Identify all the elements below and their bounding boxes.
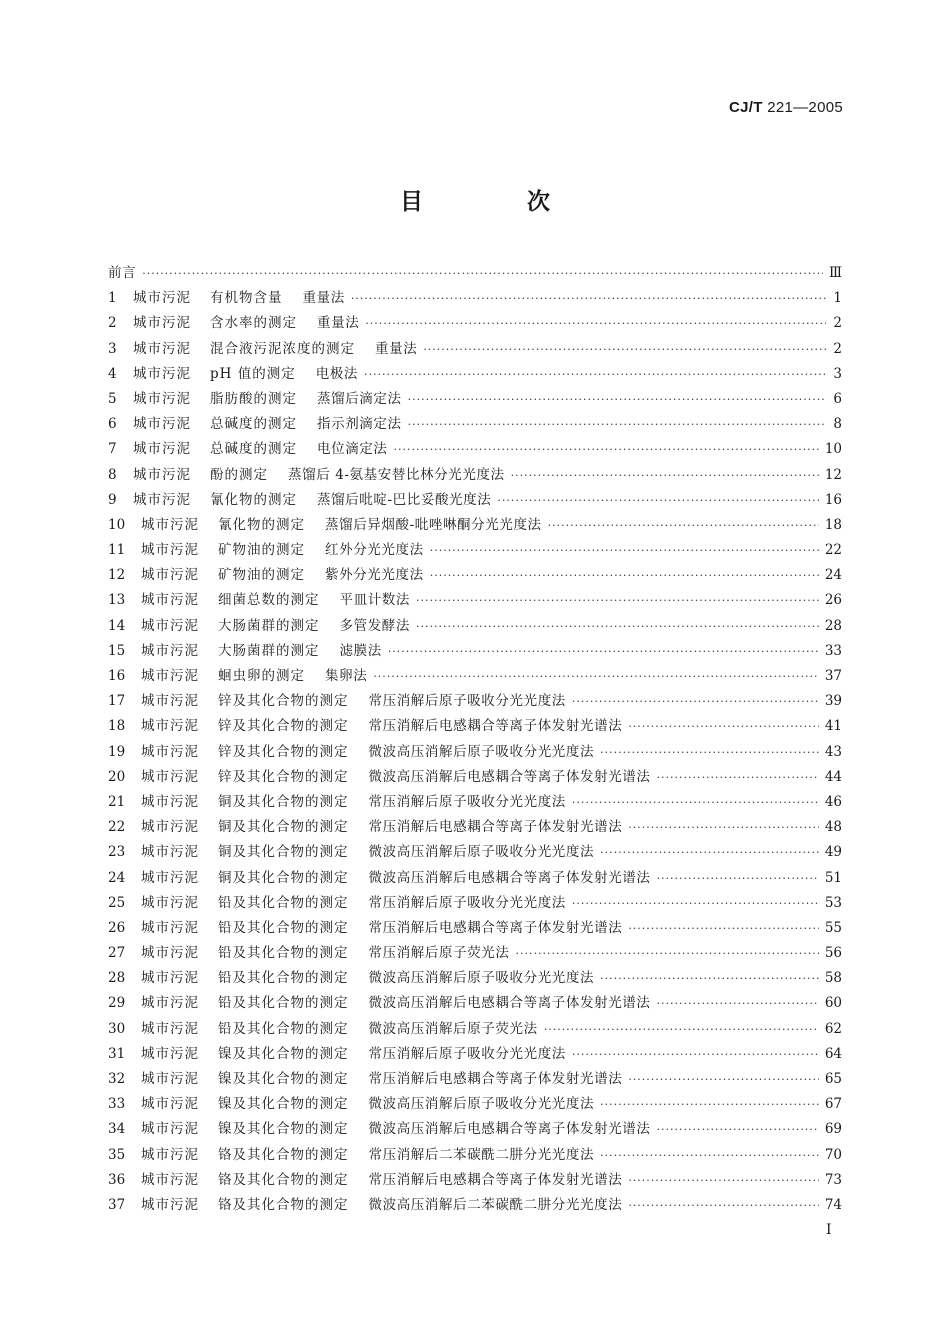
toc-entry-method: 平皿计数法: [339, 592, 410, 609]
toc-entry-page: 55: [824, 919, 842, 936]
toc-entry-number: 14: [108, 617, 126, 634]
toc-entry-method: 红外分光光度法: [325, 542, 424, 559]
toc-entry[interactable]: [108, 614, 842, 639]
toc-entry-number: 26: [108, 919, 126, 936]
toc-entry-subject: 城市污泥: [133, 290, 191, 307]
toc-entry-subject: 城市污泥: [133, 416, 191, 433]
toc-entry-number: 13: [108, 592, 126, 609]
toc-entry-topic: 铬及其化合物的测定: [218, 1171, 349, 1188]
toc-entry-number: 31: [108, 1045, 126, 1062]
toc-entry-method: 微波高压消解后电感耦合等离子体发射光谱法: [368, 995, 651, 1012]
toc-entry[interactable]: [108, 991, 842, 1016]
toc-entry-topic: 锌及其化合物的测定: [218, 718, 349, 735]
toc-entry-page: 53: [824, 894, 842, 911]
toc-entry[interactable]: [108, 639, 842, 664]
toc-entry-number: 25: [108, 894, 126, 911]
toc-entry-number: 19: [108, 743, 126, 760]
toc-entry-page: 67: [824, 1096, 842, 1113]
dot-leader: [628, 1174, 819, 1187]
toc-entry[interactable]: [108, 1117, 842, 1142]
toc-entry-subject: 城市污泥: [141, 592, 199, 609]
toc-entry[interactable]: [108, 588, 842, 613]
toc-entry-subject: 城市污泥: [133, 466, 191, 483]
dot-leader: [628, 720, 819, 733]
toc-entry-page: 33: [824, 642, 842, 659]
dot-leader: [373, 670, 819, 683]
toc-entry[interactable]: [108, 941, 842, 966]
toc-entry[interactable]: [108, 1143, 842, 1168]
toc-entry-page: 48: [824, 819, 842, 836]
toc-entry-number: 18: [108, 718, 126, 735]
toc-entry-subject: 城市污泥: [141, 995, 199, 1012]
toc-entry-topic: 铅及其化合物的测定: [218, 945, 349, 962]
toc-entry-subject: 城市污泥: [141, 945, 199, 962]
toc-entry-page: 51: [824, 869, 842, 886]
toc-entry[interactable]: [108, 513, 842, 538]
toc-entry[interactable]: [108, 437, 842, 462]
toc-entry-method: 蒸馏后 4-氨基安替比林分光光度法: [288, 466, 505, 483]
toc-entry-method: 常压消解后电感耦合等离子体发射光谱法: [368, 919, 623, 936]
toc-entry-topic: 含水率的测定: [210, 315, 297, 332]
toc-entry-subject: 城市污泥: [133, 315, 191, 332]
toc-entry-page: 74: [824, 1196, 842, 1213]
dot-leader: [572, 1048, 819, 1061]
toc-entry-subject: 城市污泥: [141, 1121, 199, 1138]
toc-entry-topic: 镍及其化合物的测定: [218, 1071, 349, 1087]
dot-leader: [600, 746, 819, 759]
toc-entry-topic: 铅及其化合物的测定: [218, 919, 349, 936]
page-folio: I: [826, 1222, 832, 1238]
toc-entry-method: 常压消解后原子吸收分光光度法: [368, 894, 566, 911]
toc-entry-topic: 蛔虫卵的测定: [218, 668, 305, 684]
toc-entry-page: 16: [824, 491, 842, 508]
toc-entry-page: 18: [824, 516, 842, 533]
toc-entry-subject: 城市污泥: [133, 365, 191, 382]
dot-leader: [423, 343, 826, 356]
toc-entry-page: 44: [824, 768, 842, 785]
toc-entry-number: 1: [108, 290, 117, 307]
toc-entry-subject: 城市污泥: [141, 1171, 199, 1188]
toc-entry-topic: 铜及其化合物的测定: [218, 819, 349, 836]
toc-entry-method: 常压消解后原子吸收分光光度法: [368, 1045, 566, 1062]
toc-preface-label: 前言: [108, 265, 137, 281]
dot-leader: [600, 972, 819, 985]
toc-entry-topic: 镍及其化合物的测定: [218, 1045, 349, 1062]
toc-entry-page: 49: [824, 844, 842, 861]
toc-entry[interactable]: [108, 362, 842, 387]
toc-entry-method: 重量法: [317, 315, 360, 332]
dot-leader: [600, 846, 819, 859]
toc-entry-topic: 铜及其化合物的测定: [218, 869, 349, 886]
toc-entry-page: 10: [824, 441, 842, 458]
toc-entry-page: 65: [824, 1071, 842, 1087]
toc-entry-method: 微波高压消解后原子吸收分光光度法: [368, 1096, 595, 1113]
toc-entry-topic: 大肠菌群的测定: [218, 617, 320, 634]
toc-entry-number: 9: [108, 491, 117, 508]
toc-entry[interactable]: [108, 966, 842, 991]
toc-entry-method: 集卵法: [325, 668, 368, 684]
toc-entry-number: 5: [108, 390, 117, 407]
toc-entry-subject: 城市污泥: [141, 919, 199, 936]
toc-entry-method: 电位滴定法: [317, 441, 388, 458]
toc-entry-page: 22: [824, 542, 842, 559]
dot-leader: [657, 997, 819, 1010]
toc-entry-number: 35: [108, 1146, 126, 1163]
toc-entry-method: 微波高压消解后原子荧光法: [368, 1020, 538, 1037]
toc-entry-subject: 城市污泥: [141, 1020, 199, 1037]
toc-entry-method: 常压消解后二苯碳酰二肼分光光度法: [368, 1146, 595, 1163]
toc-entry[interactable]: [108, 1168, 842, 1193]
toc-entry[interactable]: [108, 337, 842, 362]
toc-entry-topic: 铜及其化合物的测定: [218, 844, 349, 861]
toc-entry-number: 8: [108, 466, 117, 483]
toc-entry-page: 6: [833, 390, 842, 407]
toc-entry-page: 73: [824, 1171, 842, 1188]
toc-entry-number: 24: [108, 869, 126, 886]
toc-entry-topic: 总碱度的测定: [210, 441, 297, 458]
toc-entry-number: 28: [108, 970, 126, 987]
toc-entry[interactable]: [108, 1067, 842, 1092]
toc-entry-page: 39: [824, 693, 842, 710]
toc-entry-number: 33: [108, 1096, 126, 1113]
toc-entry-topic: 铅及其化合物的测定: [218, 1020, 349, 1037]
toc-entry[interactable]: [108, 563, 842, 588]
toc-preface-row[interactable]: [108, 261, 842, 286]
toc-entry[interactable]: [108, 891, 842, 916]
toc-entry-topic: 酚的测定: [210, 466, 268, 483]
toc-entry[interactable]: [108, 916, 842, 941]
toc-entry-subject: 城市污泥: [133, 390, 191, 407]
toc-entry-method: 微波高压消解后原子吸收分光光度法: [368, 970, 595, 987]
toc-entry-topic: 大肠菌群的测定: [218, 642, 320, 659]
toc-entry-method: 常压消解后电感耦合等离子体发射光谱法: [368, 819, 623, 836]
toc-entry[interactable]: [108, 1042, 842, 1067]
toc-entry-subject: 城市污泥: [141, 1071, 199, 1087]
dot-leader: [516, 947, 819, 960]
toc-entry-method: 常压消解后原子荧光法: [368, 945, 510, 962]
toc-entry-number: 12: [108, 567, 126, 584]
toc-entry-number: 10: [108, 516, 126, 533]
toc-entry-page: 3: [833, 365, 842, 382]
dot-leader: [497, 494, 818, 507]
toc-entry-subject: 城市污泥: [141, 869, 199, 886]
toc-entry-topic: 氰化物的测定: [210, 491, 297, 508]
toc-entry-number: 36: [108, 1171, 126, 1188]
toc-entry-topic: 铅及其化合物的测定: [218, 995, 349, 1012]
dot-leader: [511, 469, 819, 482]
toc-entry-method: 蒸馏后异烟酸-吡唑啉酮分光光度法: [325, 516, 542, 533]
dot-leader: [388, 645, 819, 658]
toc-entry-page: 37: [824, 668, 842, 684]
toc-entry-topic: 矿物油的测定: [218, 567, 305, 584]
toc-entry[interactable]: [108, 1193, 842, 1218]
toc-entry-number: 22: [108, 819, 126, 836]
toc-entry-subject: 城市污泥: [141, 642, 199, 659]
toc-entry-page: 60: [824, 995, 842, 1012]
dot-leader: [408, 418, 826, 431]
toc-entry-topic: 矿物油的测定: [218, 542, 305, 559]
toc-entry-topic: 总碱度的测定: [210, 416, 297, 433]
toc-entry-subject: 城市污泥: [133, 491, 191, 508]
dot-leader: [416, 620, 819, 633]
toc-entry[interactable]: [108, 412, 842, 437]
toc-entry[interactable]: [108, 311, 842, 336]
toc-entry[interactable]: [108, 840, 842, 865]
toc-entry-topic: 镍及其化合物的测定: [218, 1096, 349, 1113]
dot-leader: [430, 544, 819, 557]
toc-entry-page: 12: [824, 466, 842, 483]
toc-entry[interactable]: [108, 538, 842, 563]
toc-entry-number: 6: [108, 416, 117, 433]
toc-entry-number: 3: [108, 340, 117, 357]
toc-entry-number: 37: [108, 1196, 126, 1213]
toc-entry-method: 紫外分光光度法: [325, 567, 424, 584]
toc-entry-number: 17: [108, 693, 126, 710]
dot-leader: [572, 695, 819, 708]
toc-entry-subject: 城市污泥: [141, 768, 199, 785]
toc-entry[interactable]: [108, 815, 842, 840]
toc-entry-number: 11: [108, 542, 126, 559]
dot-leader: [548, 519, 819, 532]
toc-entry-method: 重量法: [302, 290, 345, 307]
dot-leader: [657, 1123, 819, 1136]
toc-entry-subject: 城市污泥: [141, 819, 199, 836]
toc-entry-page: 69: [824, 1121, 842, 1138]
toc-entry-number: 27: [108, 945, 126, 962]
toc-entry[interactable]: [108, 488, 842, 513]
toc-entry-method: 蒸馏后吡啶-巴比妥酸光度法: [317, 491, 492, 508]
toc-entry-subject: 城市污泥: [141, 617, 199, 634]
table-of-contents: [108, 261, 842, 1218]
toc-entry-page: 46: [824, 793, 842, 810]
dot-leader: [364, 368, 826, 381]
toc-entry-number: 20: [108, 768, 126, 785]
toc-entry[interactable]: [108, 387, 842, 412]
dot-leader: [351, 292, 826, 305]
toc-entry-page: 2: [833, 315, 842, 332]
dot-leader: [600, 1098, 819, 1111]
dot-leader: [628, 1073, 819, 1086]
toc-entry-subject: 城市污泥: [141, 793, 199, 810]
toc-entry-subject: 城市污泥: [141, 567, 199, 584]
toc-entry-topic: 混合液污泥浓度的测定: [210, 340, 355, 357]
toc-entry-topic: 铅及其化合物的测定: [218, 894, 349, 911]
dot-leader: [430, 569, 819, 582]
toc-entry-subject: 城市污泥: [141, 542, 199, 559]
dot-leader: [600, 1149, 819, 1162]
toc-entry-page: 64: [824, 1045, 842, 1062]
toc-entry-method: 蒸馏后滴定法: [317, 390, 402, 407]
dot-leader: [628, 922, 819, 935]
toc-entry-topic: 铜及其化合物的测定: [218, 793, 349, 810]
dot-leader: [572, 796, 819, 809]
toc-entry[interactable]: [108, 286, 842, 311]
toc-entry-method: 重量法: [375, 340, 418, 357]
toc-entry-method: 微波高压消解后电感耦合等离子体发射光谱法: [368, 869, 651, 886]
toc-entry-page: 1: [833, 290, 842, 307]
toc-entry-topic: pH 值的测定: [210, 365, 296, 382]
toc-entry[interactable]: [108, 1092, 842, 1117]
toc-entry[interactable]: [108, 866, 842, 891]
toc-preface-page: Ⅲ: [828, 265, 842, 281]
toc-entry-number: 2: [108, 315, 117, 332]
toc-entry[interactable]: [108, 689, 842, 714]
toc-entry-page: 41: [824, 718, 842, 735]
toc-entry-topic: 锌及其化合物的测定: [218, 768, 349, 785]
dot-leader: [142, 267, 823, 280]
standard-code: [729, 99, 843, 116]
dot-leader: [657, 872, 819, 885]
toc-entry-topic: 镍及其化合物的测定: [218, 1121, 349, 1138]
toc-entry-topic: 铅及其化合物的测定: [218, 970, 349, 987]
toc-entry-method: 微波高压消解后电感耦合等离子体发射光谱法: [368, 768, 651, 785]
toc-entry-subject: 城市污泥: [141, 894, 199, 911]
toc-entry-number: 4: [108, 365, 117, 382]
toc-entry-topic: 铬及其化合物的测定: [218, 1146, 349, 1163]
dot-leader: [394, 443, 819, 456]
standard-prefix: CJ/T: [729, 99, 763, 116]
toc-entry-subject: 城市污泥: [133, 340, 191, 357]
toc-entry[interactable]: [108, 765, 842, 790]
toc-entry[interactable]: [108, 664, 842, 689]
toc-entry-number: 16: [108, 668, 126, 684]
toc-entry-page: 24: [824, 567, 842, 584]
dot-leader: [365, 317, 826, 330]
toc-entry-number: 7: [108, 441, 117, 458]
page-title: 目 次: [399, 189, 598, 215]
toc-entry-number: 21: [108, 793, 126, 810]
toc-entry-subject: 城市污泥: [141, 1146, 199, 1163]
toc-entry-subject: 城市污泥: [141, 718, 199, 735]
dot-leader: [628, 1199, 819, 1212]
dot-leader: [628, 821, 819, 834]
toc-entry-number: 30: [108, 1020, 126, 1037]
toc-entry-page: 2: [833, 340, 842, 357]
toc-entry-topic: 氰化物的测定: [218, 516, 305, 533]
toc-entry-subject: 城市污泥: [141, 516, 199, 533]
toc-entry-topic: 锌及其化合物的测定: [218, 693, 349, 710]
toc-entry-page: 56: [824, 945, 842, 962]
toc-entry-method: 常压消解后电感耦合等离子体发射光谱法: [368, 1171, 623, 1188]
toc-entry[interactable]: [108, 1017, 842, 1042]
toc-entry-method: 微波高压消解后原子吸收分光光度法: [368, 844, 595, 861]
toc-entry-subject: 城市污泥: [141, 668, 199, 684]
toc-entry-page: 58: [824, 970, 842, 987]
dot-leader: [544, 1023, 819, 1036]
toc-entry-method: 常压消解后电感耦合等离子体发射光谱法: [368, 1071, 623, 1087]
toc-entry-page: 8: [833, 416, 842, 433]
toc-entry-method: 常压消解后原子吸收分光光度法: [368, 693, 566, 710]
dot-leader: [408, 393, 826, 406]
toc-entry-subject: 城市污泥: [141, 1096, 199, 1113]
toc-entry-method: 多管发酵法: [339, 617, 410, 634]
toc-entry[interactable]: [108, 463, 842, 488]
dot-leader: [416, 594, 819, 607]
toc-entry-topic: 细菌总数的测定: [218, 592, 320, 609]
toc-entry-method: 微波高压消解后二苯碳酰二肼分光光度法: [368, 1196, 623, 1213]
toc-entry-subject: 城市污泥: [141, 970, 199, 987]
toc-entry-topic: 有机物含量: [210, 290, 283, 307]
toc-entry[interactable]: [108, 740, 842, 765]
toc-entry-method: 微波高压消解后原子吸收分光光度法: [368, 743, 595, 760]
toc-entry-number: 34: [108, 1121, 126, 1138]
toc-entry-subject: 城市污泥: [141, 743, 199, 760]
toc-entry-page: 43: [824, 743, 842, 760]
toc-entry-topic: 铬及其化合物的测定: [218, 1196, 349, 1213]
toc-entry-number: 23: [108, 844, 126, 861]
dot-leader: [572, 897, 819, 910]
toc-entry[interactable]: [108, 714, 842, 739]
toc-entry-subject: 城市污泥: [141, 844, 199, 861]
standard-number: 221—2005: [767, 99, 843, 116]
toc-entry-topic: 脂肪酸的测定: [210, 390, 297, 407]
toc-entry-number: 15: [108, 642, 126, 659]
toc-entry-page: 28: [824, 617, 842, 634]
toc-entry-page: 62: [824, 1020, 842, 1037]
toc-entry-method: 常压消解后电感耦合等离子体发射光谱法: [368, 718, 623, 735]
toc-entry-number: 29: [108, 995, 126, 1012]
toc-entry-method: 指示剂滴定法: [317, 416, 402, 433]
toc-entry-page: 26: [824, 592, 842, 609]
toc-entry-topic: 锌及其化合物的测定: [218, 743, 349, 760]
toc-entry-subject: 城市污泥: [141, 1196, 199, 1213]
dot-leader: [657, 771, 819, 784]
toc-entry-page: 70: [824, 1146, 842, 1163]
toc-entry-subject: 城市污泥: [141, 1045, 199, 1062]
toc-entry-method: 微波高压消解后电感耦合等离子体发射光谱法: [368, 1121, 651, 1138]
toc-entry-method: 电极法: [315, 365, 359, 382]
toc-entry-subject: 城市污泥: [133, 441, 191, 458]
toc-entry-subject: 城市污泥: [141, 693, 199, 710]
toc-entry-number: 32: [108, 1071, 126, 1087]
toc-entry-method: 常压消解后原子吸收分光光度法: [368, 793, 566, 810]
toc-entry[interactable]: [108, 790, 842, 815]
toc-entry-method: 滤膜法: [339, 642, 382, 659]
